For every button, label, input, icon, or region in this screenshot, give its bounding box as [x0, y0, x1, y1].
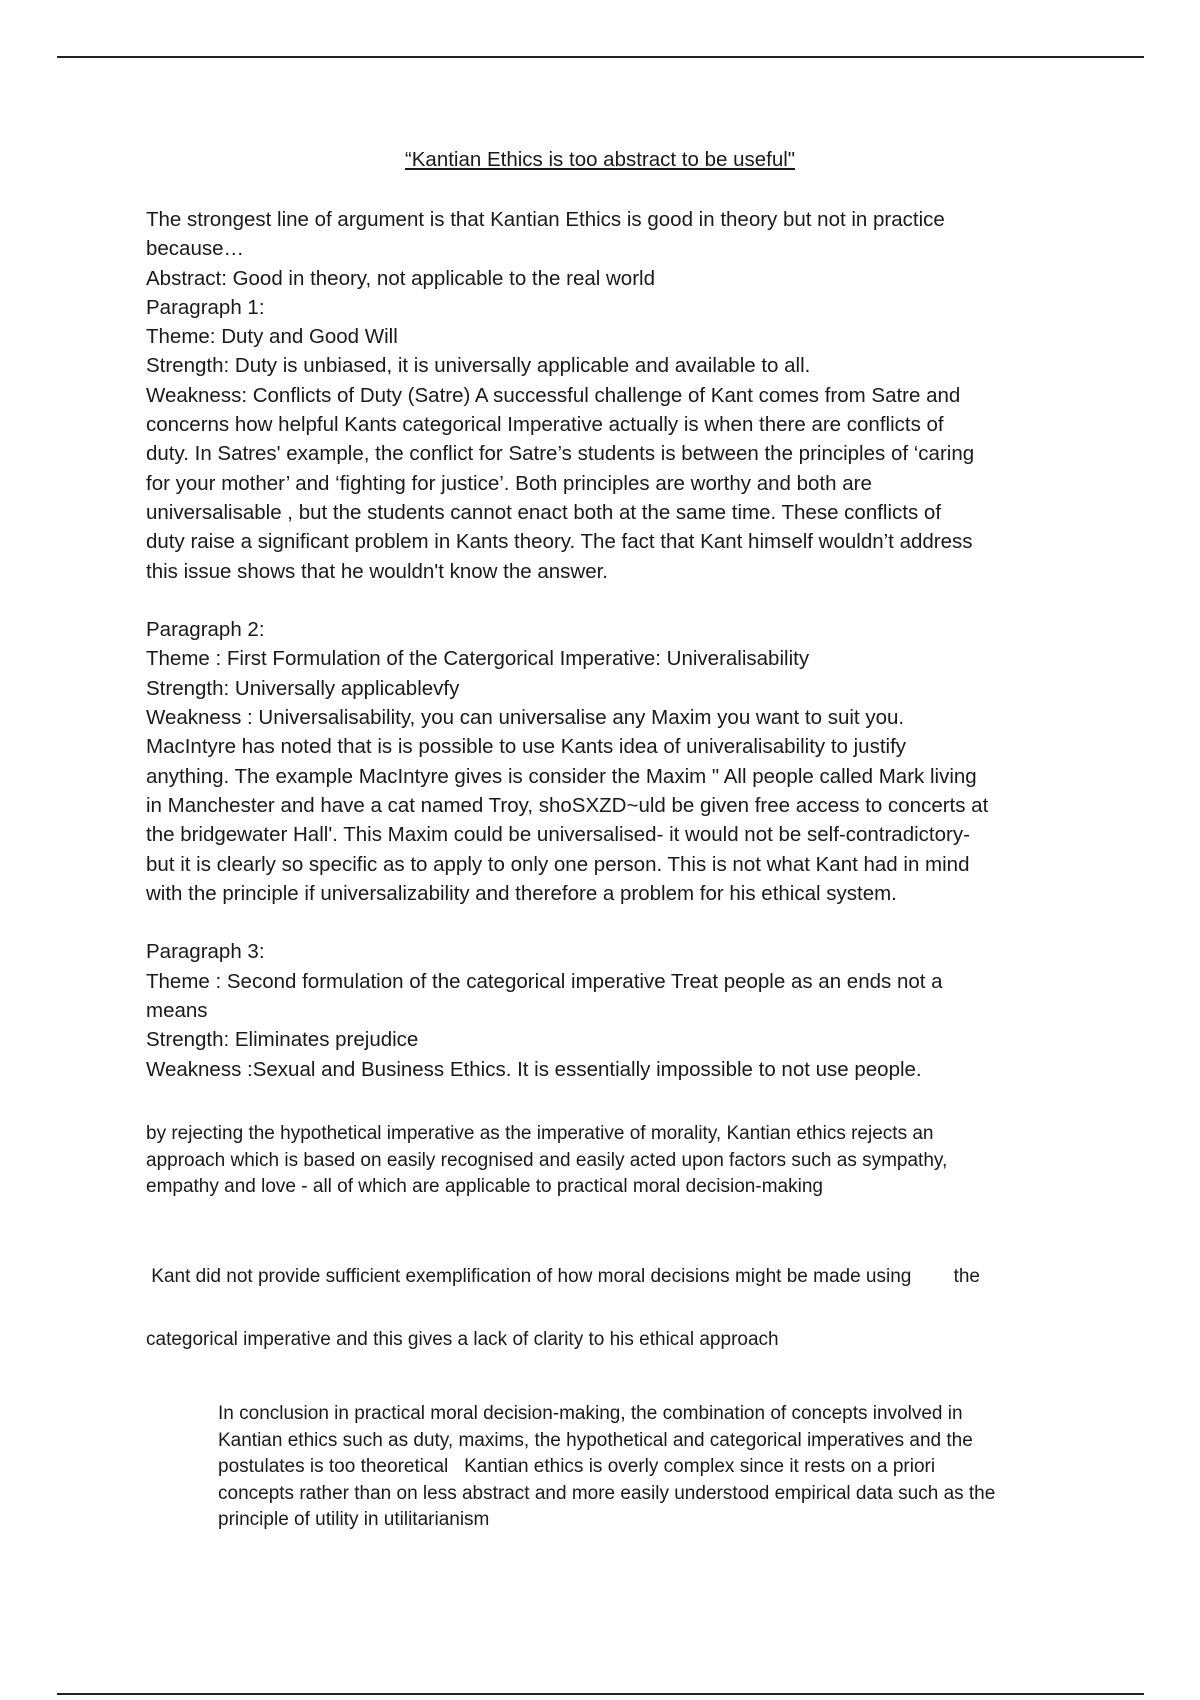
paragraph-3	[146, 937, 1066, 1083]
paragraph-1-weakness: Weakness: Conflicts of Duty (Satre) A successful challenge of Kant comes from Satre and	[146, 383, 961, 407]
paragraph-3-line: means	[146, 999, 208, 1023]
paragraph-2-line: but it is clearly so specific as to apply to only one person. This is not what Kant had in mind	[146, 852, 970, 876]
conclusion-block	[218, 1401, 1078, 1534]
note-line: approach which is based on easily recognised and easily acted upon factors such as sympathy,	[146, 1149, 948, 1171]
paragraph-1-line: this issue shows that he wouldn't know the answer.	[146, 559, 609, 583]
intro-block	[146, 205, 1066, 293]
paragraph-2-heading: Paragraph 2:	[146, 618, 265, 642]
note-line: empathy and love - all of which are applicable to practical moral decision-making	[146, 1176, 823, 1197]
note-line: by rejecting the hypothetical imperative as the imperative of morality, Kantian ethics rejects an	[146, 1123, 934, 1144]
paragraph-2-weakness: Weakness : Universalisability, you can universalise any Maxim you want to suit you.	[146, 706, 905, 730]
intro-line: The strongest line of argument is that Kantian Ethics is good in theory but not in practice	[146, 208, 945, 231]
note-line: categorical imperative and this gives a lack of clarity to his ethical approach	[146, 1328, 779, 1350]
intro-line: because…	[146, 237, 245, 261]
paragraph-2-line: in Manchester and have a cat named Troy, shoSXZD~uld be given free access to concerts at	[146, 793, 989, 817]
conclusion-line: concepts rather than on less abstract and more easily understood empirical data such as the	[218, 1482, 996, 1504]
paragraph-1-heading: Paragraph 1:	[146, 295, 265, 319]
paragraph-1-strength: Strength: Duty is unbiased, it is universally applicable and available to all.	[146, 354, 811, 378]
paragraph-1-theme: Theme: Duty and Good Will	[146, 325, 398, 349]
paragraph-1-line: duty. In Satres' example, the conflict for Satre’s students is between the principles of ‘caring	[146, 442, 975, 466]
footer-rule	[57, 1693, 1144, 1695]
paragraph-2	[146, 615, 1066, 908]
note-line: Kant did not provide sufficient exemplification of how moral decisions might be made using the	[146, 1266, 980, 1287]
paragraph-2-line: anything. The example MacIntyre gives is consider the Maxim " All people called Mark living	[146, 764, 977, 788]
paragraph-3-theme: Theme : Second formulation of the categorical imperative Treat people as an ends not a	[146, 969, 943, 993]
paragraph-2-line: with the principle if universalizability and therefore a problem for his ethical system.	[146, 881, 897, 905]
conclusion-line: In conclusion in practical moral decision-making, the combination of concepts involved in	[218, 1403, 963, 1424]
spacer	[146, 586, 1066, 615]
paragraph-1	[146, 293, 1066, 586]
main-body	[146, 205, 1066, 1084]
paragraph-2-line: the bridgewater Hall'. This Maxim could be universalised- it would not be self-contradictory-	[146, 823, 970, 847]
conclusion-line: principle of utility in utilitarianism	[218, 1509, 490, 1530]
spacer	[146, 908, 1066, 937]
intro-line: Abstract: Good in theory, not applicable to the real world	[146, 266, 655, 290]
paragraph-1-line: concerns how helpful Kants categorical Imperative actually is when there are conflicts of	[146, 413, 944, 437]
paragraph-3-weakness: Weakness :Sexual and Business Ethics. It is essentially impossible to not use people.	[146, 1057, 922, 1081]
paragraph-3-heading: Paragraph 3:	[146, 940, 265, 964]
conclusion-line: postulates is too theoretical Kantian ethics is overly complex since it rests on a priori	[218, 1456, 936, 1477]
conclusion-line: Kantian ethics such as duty, maxims, the hypothetical and categorical imperatives and the	[218, 1429, 973, 1451]
header-rule	[57, 56, 1144, 58]
paragraph-1-line: duty raise a significant problem in Kants theory. The fact that Kant himself wouldn’t address	[146, 530, 973, 554]
paragraph-2-line: MacIntyre has noted that is is possible to use Kants idea of univeralisability to justify	[146, 735, 907, 759]
paragraph-3-strength: Strength: Eliminates prejudice	[146, 1028, 419, 1052]
paragraph-2-theme: Theme : First Formulation of the Catergorical Imperative: Univeralisability	[146, 647, 810, 671]
paragraph-1-line: for your mother’ and ‘fighting for justice’. Both principles are worthy and both are	[146, 471, 872, 495]
note-hypothetical-imperative	[146, 1121, 1066, 1201]
paragraph-2-strength: Strength: Universally applicablevfy	[146, 676, 460, 700]
document-title: “Kantian Ethics is too abstract to be useful"	[404, 148, 796, 171]
paragraph-1-line: universalisable , but the students cannot enact both at the same time. These conflicts of	[146, 500, 942, 524]
note-exemplification	[146, 1228, 1066, 1371]
